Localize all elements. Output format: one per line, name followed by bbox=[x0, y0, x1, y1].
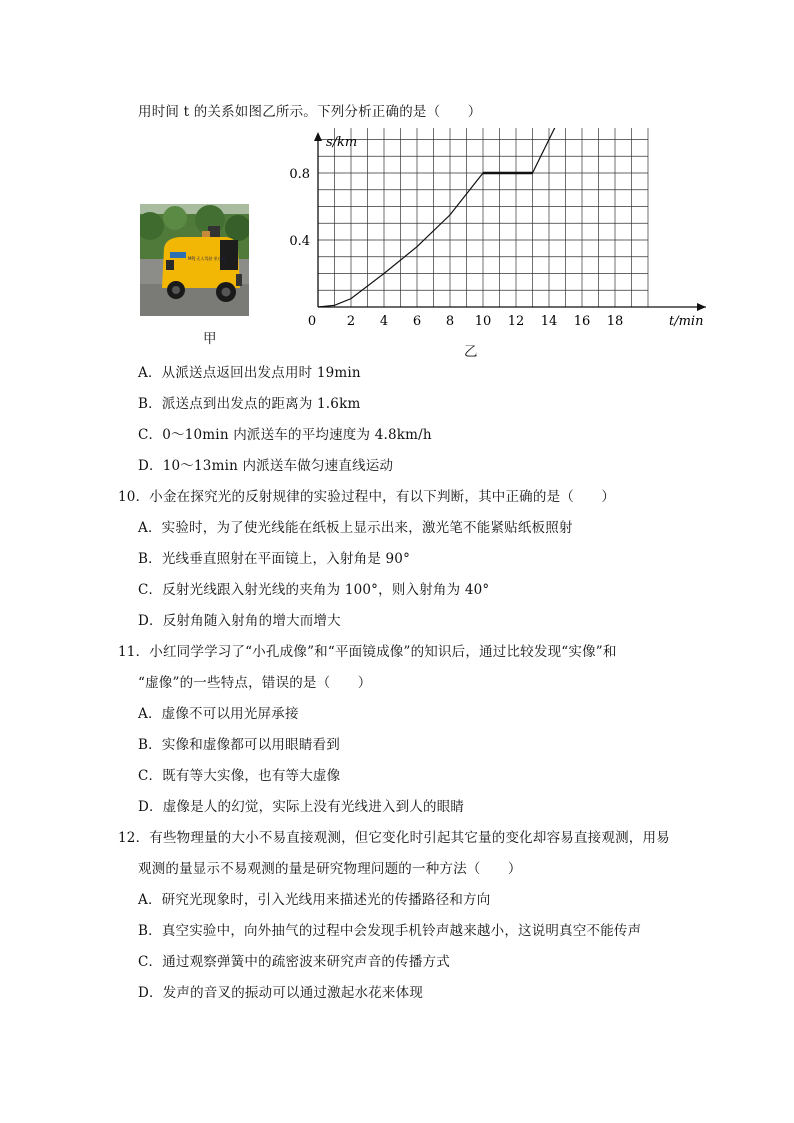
question-11-stem: 11．小红同学学习了“小孔成像”和“平面镜成像”的知识后，通过比较发现“实像”和 bbox=[118, 644, 617, 660]
chart-axes bbox=[314, 132, 706, 311]
figure-b-caption: 乙 bbox=[464, 344, 478, 360]
intro-line: 用时间 t 的关系如图乙所示。下列分析正确的是（ ） bbox=[138, 104, 482, 120]
delivery-vehicle-photo bbox=[140, 204, 249, 316]
x-axis-arrow bbox=[697, 303, 706, 311]
question-10-option-c: C．反射光线跟入射光线的夹角为 100°，则入射角为 40° bbox=[138, 582, 490, 598]
y-tick-label: 0.8 bbox=[289, 167, 310, 182]
question-10-option-a: A．实验时，为了使光线能在纸板上显示出来，激光笔不能紧贴纸板照射 bbox=[138, 520, 573, 536]
s-t-chart bbox=[288, 128, 718, 358]
x-axis-label: t/min bbox=[669, 314, 704, 329]
y-tick-label: 0.4 bbox=[289, 234, 310, 249]
x-tick-label: 14 bbox=[540, 314, 558, 329]
x-tick-label: 12 bbox=[507, 314, 525, 329]
figure-a-caption: 甲 bbox=[203, 331, 217, 347]
x-tick-label: 10 bbox=[474, 314, 492, 329]
question-10-option-b: B．光线垂直照射在平面镜上，入射角是 90° bbox=[138, 551, 411, 567]
y-axis-label: s/km bbox=[326, 135, 358, 150]
q9-option-c: C．0～10min 内派送车的平均速度为 4.8km/h bbox=[138, 427, 432, 443]
x-tick-label: 18 bbox=[606, 314, 624, 329]
question-12-option-d: D．发声的音叉的振动可以通过激起水花来体现 bbox=[138, 985, 424, 1001]
question-11-option-b: B．实像和虚像都可以用眼睛看到 bbox=[138, 737, 340, 753]
x-tick-label: 4 bbox=[379, 314, 389, 329]
q9-option-a: A．从派送点返回出发点用时 19min bbox=[138, 365, 361, 381]
chart-series bbox=[318, 128, 632, 307]
question-12-option-c: C．通过观察弹簧中的疏密波来研究声音的传播方式 bbox=[138, 954, 450, 970]
q9-option-b: B．派送点到出发点的距离为 1.6km bbox=[138, 396, 361, 412]
question-10-option-d: D．反射角随入射角的增大而增大 bbox=[138, 613, 341, 629]
series-line bbox=[318, 128, 632, 307]
x-tick-label: 16 bbox=[573, 314, 591, 329]
question-12-stem: 12．有些物理量的大小不易直接观测，但它变化时引起其它量的变化却容易直接观测，用易 bbox=[118, 830, 670, 846]
question-12-stem: 观测的量显示不易观测的量是研究物理问题的一种方法（ ） bbox=[138, 861, 522, 877]
q9-option-d: D．10～13min 内派送车做匀速直线运动 bbox=[138, 458, 394, 474]
x-tick-label: 0 bbox=[307, 314, 317, 329]
chart-ticks bbox=[289, 128, 623, 329]
question-11-option-c: C．既有等大实像，也有等大虚像 bbox=[138, 768, 341, 784]
x-tick-label: 8 bbox=[445, 314, 455, 329]
x-tick-label: 6 bbox=[412, 314, 422, 329]
vehicle-text: MPJ 无人驾驶 更心选 bbox=[188, 256, 226, 261]
question-11-option-a: A．虚像不可以用光屏承接 bbox=[138, 706, 299, 722]
question-12-option-b: B．真空实验中，向外抽气的过程中会发现手机铃声越来越小，这说明真空不能传声 bbox=[138, 923, 642, 939]
question-10-stem: 10．小金在探究光的反射规律的实验过程中，有以下判断，其中正确的是（ ） bbox=[118, 489, 616, 505]
x-tick-label: 2 bbox=[346, 314, 356, 329]
question-12-option-a: A．研究光现象时，引入光线用来描述光的传播路径和方向 bbox=[138, 892, 491, 908]
question-11-option-d: D．虚像是人的幻觉，实际上没有光线进入到人的眼睛 bbox=[138, 799, 465, 815]
question-11-stem: “虚像”的一些特点，错误的是（ ） bbox=[138, 675, 372, 691]
y-axis-arrow bbox=[314, 132, 322, 141]
chart-grid bbox=[318, 128, 648, 307]
